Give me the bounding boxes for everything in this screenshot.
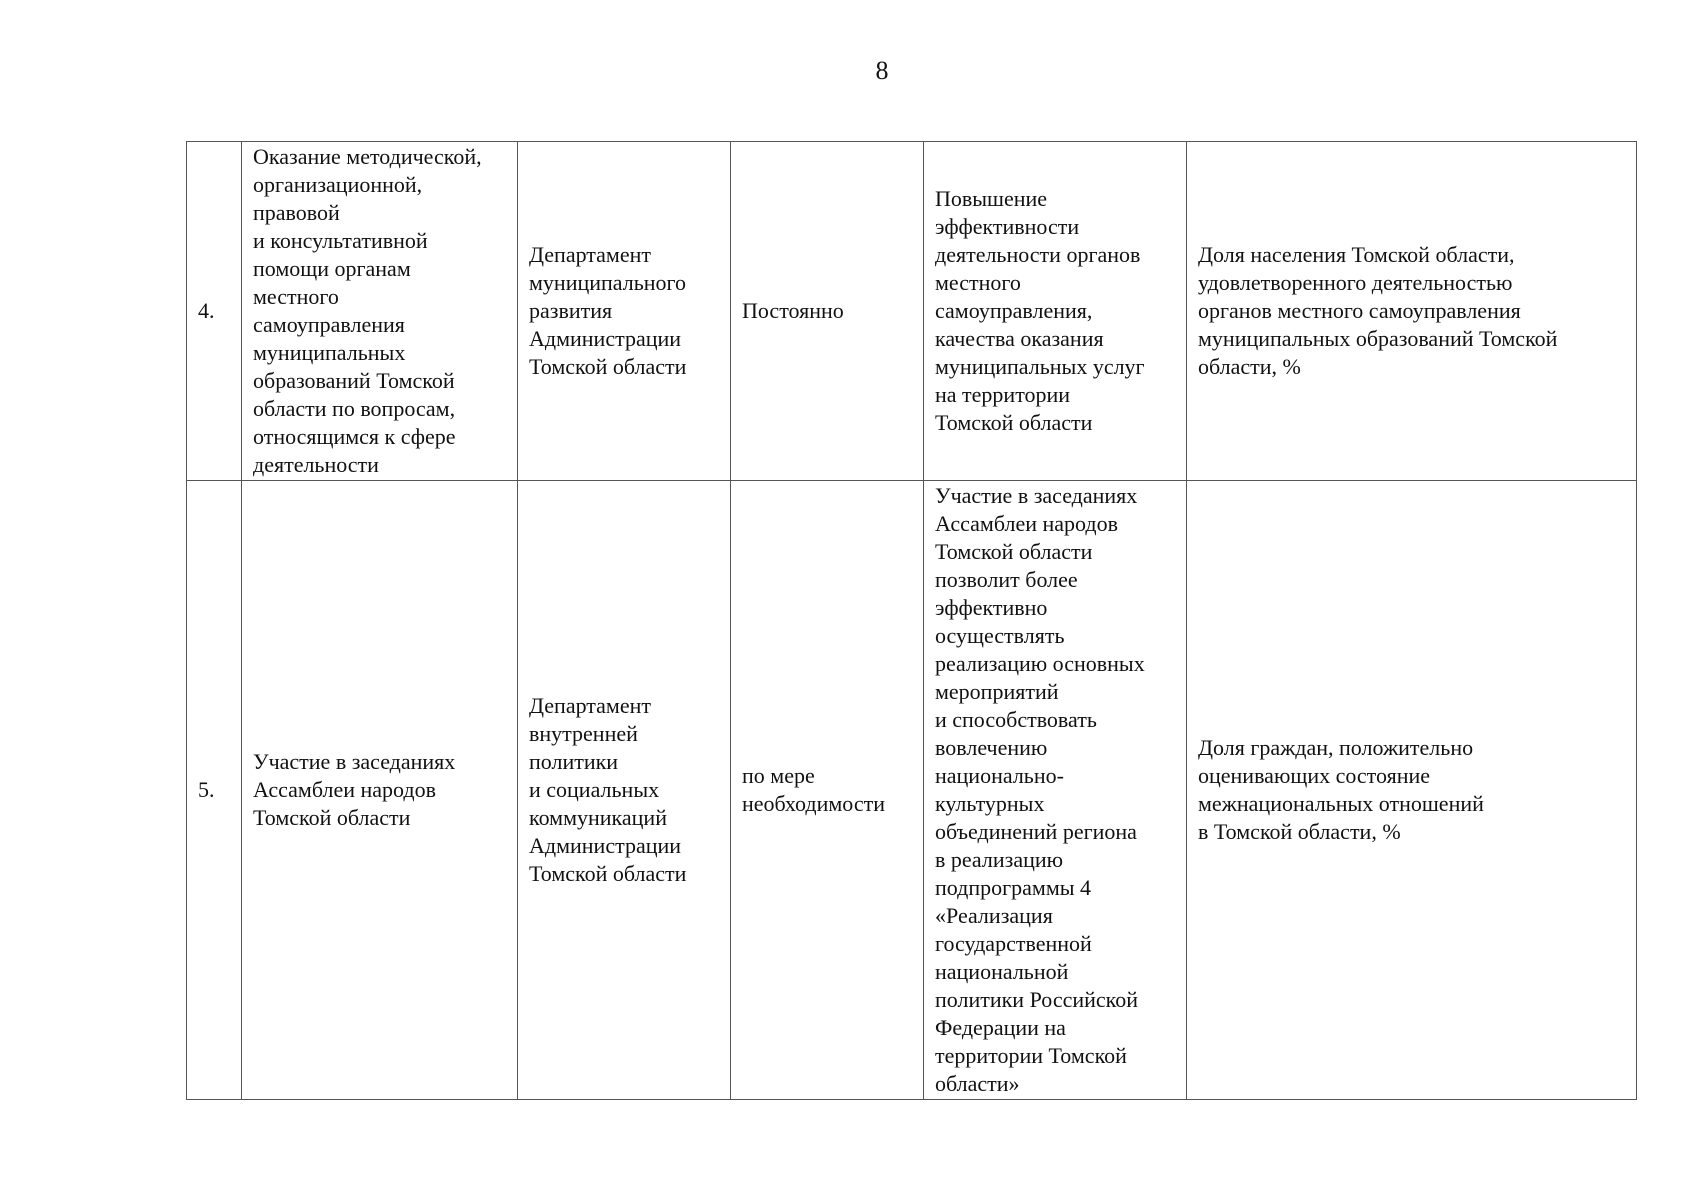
indicator-cell: Доля граждан, положительно оценивающих состояние межнациональных отношений в Томской области, %	[1187, 481, 1637, 1100]
table-row	[187, 142, 1637, 481]
row-number: 4.	[187, 142, 242, 481]
measures-table	[186, 141, 1637, 1100]
page-number: 8	[875, 56, 889, 85]
executor-cell: Департамент муниципального развития Администрации Томской области	[518, 142, 731, 481]
term-cell: по мере необходимости	[731, 481, 924, 1100]
row-number: 5.	[187, 481, 242, 1100]
indicator-cell: Доля населения Томской области, удовлетворенного деятельностью органов местного самоуправления муниципальных образований Томской области, %	[1187, 142, 1637, 481]
term-cell: Постоянно	[731, 142, 924, 481]
activity-cell: Оказание методической, организационной, правовой и консультативной помощи органам местного самоуправления муниципальных образований Томской области по вопросам, относящимся к сфере деятельности	[242, 142, 518, 481]
result-cell: Повышение эффективности деятельности органов местного самоуправления, качества оказания муниципальных услуг на территории Томской области	[924, 142, 1187, 481]
result-cell: Участие в заседаниях Ассамблеи народов Томской области позволит более эффективно осуществлять реализацию основных мероприятий и способствовать вовлечению национально- культурных объединений региона в реализацию подпрограммы 4 «Реализация государственной национальной политики Российской Федерации на территории Томской области»	[924, 481, 1187, 1100]
activity-cell: Участие в заседаниях Ассамблеи народов Томской области	[242, 481, 518, 1100]
table-row	[187, 481, 1637, 1100]
executor-cell: Департамент внутренней политики и социальных коммуникаций Администрации Томской области	[518, 481, 731, 1100]
